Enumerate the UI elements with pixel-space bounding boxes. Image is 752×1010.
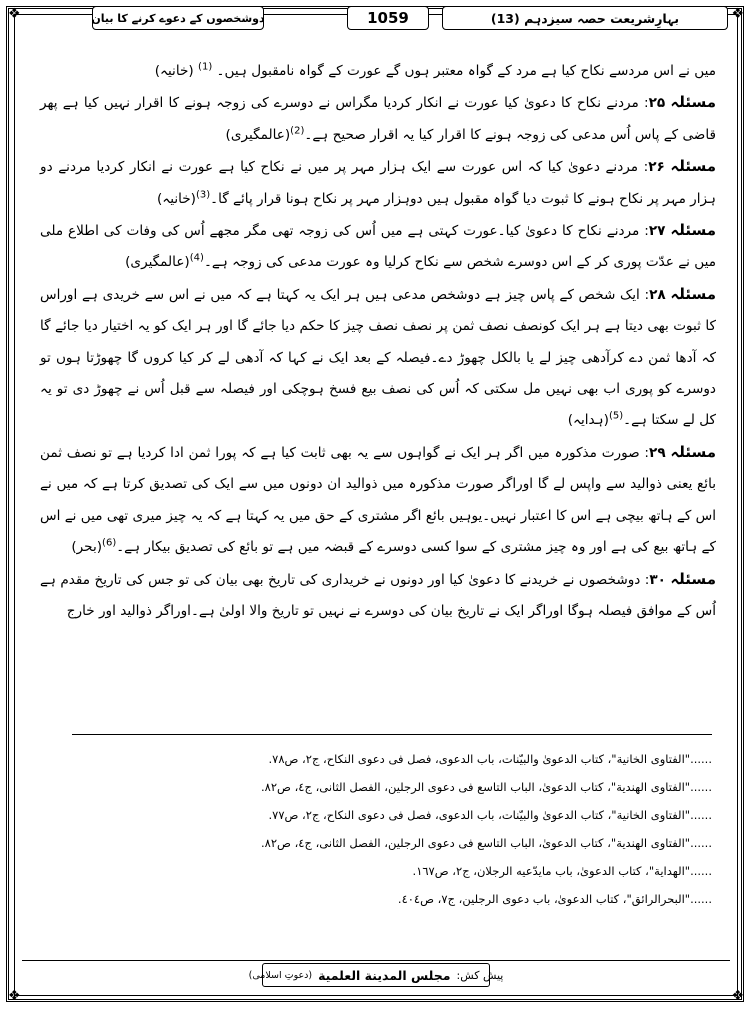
masail-list	[40, 87, 716, 627]
footnote-dots: ......	[690, 780, 712, 794]
masala-paragraph: مسئلہ ۲۷: مردنے نکاح کا دعویٰ کیا۔عورت کہتی ہے میں اُس کی زوجہ تھی مگر مجھے اُس کی وفات کی اطلاع ملی میں نے عدّت پوری کر کے اس دوسرے شخص سے نکاح کرلیا وہ عورت مدعی کی زوجہ ہے۔$^{(4)}$(عالمگیری)	[40, 221, 717, 271]
paragraph-text: دوشخصوں نے خریدنے کا دعویٰ کیا اور دونوں نے خریداری کی تاریخ بھی بیان کی تو جس کی تاریخ مقدم ہے اُس کے موافق فیصلہ ہوگا اوراگر ایک نے تاریخ بیان کی دوسرے نے نہیں تو تاریخ والا اولیٰ ہے۔اوراگر ذوالید اور خارج	[40, 571, 716, 619]
paragraph-text: مردنے نکاح کا دعویٰ کیا عورت نے انکار کردیا مگراس نے دوسرے کی زوجہ ہونے کا اقرار نہیں کیا ہے پھر قاضی کے پاس اُس مدعی کی زوجہ ہونے کا اقرار کیا یہ اقرار صحیح ہے۔	[40, 95, 716, 143]
corner-ornament-icon: ❖	[8, 6, 21, 22]
footnote-ref: (5)	[608, 410, 624, 422]
footnote-dots: ......	[690, 836, 712, 850]
masala-number: ۲۸	[649, 286, 666, 303]
masala-number: ۳۰	[649, 571, 666, 588]
masala-number: ۲۹	[649, 444, 666, 461]
footnotes	[72, 734, 712, 913]
masala-label: مسئلہ	[670, 221, 717, 240]
footnote-ref: (3)	[195, 189, 211, 201]
footnote-dots: ......	[690, 752, 712, 766]
source-citation: (عالمگیری)	[225, 126, 291, 143]
footnote-item	[72, 801, 712, 829]
footnote-text: "البحرالرائق"، کتاب الدعویٰ، باب دعوی الرجلین، ج۷، ص٤۰٤.	[397, 892, 691, 906]
masala-paragraph: مسئلہ ۲۸: ایک شخص کے پاس چیز ہے دوشخص مدعی ہیں ہر ایک یہ کہتا ہے کہ میں نے اس سے خریدی ہے اوراس کا ثبوت بھی دیتا ہے ہر ایک کونصف نصف ثمن پر نصف نصف چیز کا حکم دیا جائے گا اور ہر ایک کو یہ اختیار دیا جائے گا کہ آدھا ثمن دے کرآدھی چیز لے یا بالکل چھوڑ دے۔فیصلہ کے بعد ایک نے کہا کہ آدھی لے کر کیا کروں گا چھوڑتا ہوں تو دوسرے کو پوری اب بھی نہیں مل سکتی کہ اُس کی نصف بیع فسخ ہوچکی اور فیصلہ سے قبل اُس نے چھوڑ دی تو یہ کل لے سکتا ہے۔$^{(5)}$(ہدایہ)	[40, 284, 717, 429]
publisher-name: مجلس المدينة العلمية	[318, 967, 451, 983]
masala-paragraph: مسئلہ ۲۶: مردنے دعویٰ کیا کہ اس عورت سے ایک ہزار مہر پر میں نے نکاح کیا ہے عورت نے انکار کردیا مردنے دو ہزار مہر پر نکاح ہونے کا ثبوت دیا گواہ مقبول ہیں دوہزار مہر پر نکاح ہونا قرار پائے گا۔$^{(3)}$(خانیہ)	[40, 157, 716, 207]
masala-label: مسئلہ	[670, 569, 716, 588]
masala-number: ۲۶	[648, 159, 665, 176]
footnote-text: "الفتاوی الخانیة"، کتاب الدعویٰ والبیّنات، باب الدعوی، فصل فی دعوی النکاح، ج۲، ص۷۸.	[268, 752, 691, 766]
publisher-subtitle: (دعوتِ اسلامی)	[248, 969, 313, 981]
masala-label: مسئلہ	[670, 442, 716, 461]
footnote-ref: (6)	[102, 537, 117, 549]
footnote-item	[72, 773, 712, 801]
paragraph-text: میں نے اس مردسے نکاح کیا ہے مرد کے گواہ معتبر ہوں گے عورت کے گواہ نامقبول ہیں۔	[216, 63, 716, 79]
book-title: بہارِشریعت حصہ سیزدہم (13)	[442, 6, 728, 30]
source-citation: (بحر)	[71, 539, 103, 556]
footnote-text: "الفتاوی الهندیة"، کتاب الدعویٰ، الباب التاسع فی دعوی الرجلین، الفصل الثانی، ج٤، ص۸۲.	[261, 780, 691, 794]
masala-paragraph: مسئلہ ۲۹: صورت مذکورہ میں اگر ہر ایک نے گواہوں سے یہ بھی ثابت کیا ہے کہ پورا ثمن ادا کردیا ہے تو نصف ثمن بائع یعنی ذوالید سے واپس لے گا اوراگر صورت مذکورہ میں ذوالید ان دونوں میں سے ایک کی تصدیق کرتا ہے کہ میں نے اس کے ہاتھ بیچی ہے اس کا اعتبار نہیں۔یوہیں بائع اگر مشتری کے حق میں یہ کہتا ہے کہ یہ چیز میری تھی میں نے اس کے ہاتھ بیع کی ہے اور وہ چیز مشتری کے سوا کسی دوسرے کے قبضہ میں ہے تو بائع کی تصدیق بیکار ہے۔$^{(6)}$(بحر)	[40, 442, 716, 556]
footnote-item	[72, 745, 712, 773]
masala-label: مسئلہ	[670, 157, 716, 176]
footnote-text: "الفتاوی الهندیة"، کتاب الدعویٰ، الباب التاسع فی دعوی الرجلین، الفصل الثانی، ج٤، ص۸۲.	[261, 836, 691, 850]
footnote-item	[72, 857, 712, 885]
footnote-dots: ......	[690, 864, 712, 878]
footnote-ref: (4)	[189, 252, 204, 264]
footnote-dots: ......	[690, 892, 712, 906]
masala-number: ۲۵	[648, 95, 666, 112]
source-citation: (عالمگیری)	[125, 254, 190, 271]
footnote-ref: (1)	[198, 61, 213, 73]
footer-divider	[22, 960, 730, 961]
masala-paragraph: مسئلہ ۲۵: مردنے نکاح کا دعویٰ کیا عورت نے انکار کردیا مگراس نے دوسرے کی زوجہ ہونے کا اقرار نہیں کیا ہے پھر قاضی کے پاس اُس مدعی کی زوجہ ہونے کا اقرار کیا یہ اقرار صحیح ہے۔$^{(2)}$(عالمگیری)	[40, 93, 716, 143]
paragraph-text: ایک شخص کے پاس چیز ہے دوشخص مدعی ہیں ہر ایک یہ کہتا ہے کہ میں نے اس سے خریدی ہے اوراس کا ثبوت بھی دیتا ہے ہر ایک کونصف نصف ثمن پر نصف نصف چیز کا حکم دیا جائے گا اور ہر ایک کو یہ اختیار دیا جائے گا کہ آدھا ثمن دے کرآدھی چیز لے یا بالکل چھوڑ دے۔فیصلہ کے بعد ایک نے کہا کہ آدھی لے کر کیا کروں گا چھوڑتا ہوں تو دوسرے کو پوری اب بھی نہیں مل سکتی کہ اُس کی نصف بیع فسخ ہوچکی اور فیصلہ سے قبل اُس نے چھوڑ دی تو یہ کل لے سکتا ہے۔	[40, 286, 716, 429]
footnote-text: "الفتاوی الخانیة"، کتاب الدعویٰ والبیّنات، باب الدعوی، فصل فی دعوی النکاح، ج۲، ص۷۷.	[268, 808, 691, 822]
masala-label: مسئلہ	[670, 93, 716, 112]
paragraph-text: صورت مذکورہ میں اگر ہر ایک نے گواہوں سے یہ بھی ثابت کیا ہے کہ پورا ثمن ادا کردیا ہے تو نصف ثمن بائع یعنی ذوالید سے واپس لے گا اوراگر صورت مذکورہ میں ذوالید ان دونوں میں سے ایک کی تصدیق کرتا ہے کہ میں نے اس کے ہاتھ بیچی ہے اس کا اعتبار نہیں۔یوہیں بائع اگر مشتری کے حق میں یہ کہتا ہے کہ یہ چیز میری تھی میں نے اس کے ہاتھ بیع کی ہے اور وہ چیز مشتری کے سوا کسی دوسرے کے قبضہ میں ہے تو بائع کی تصدیق بیکار ہے۔	[40, 444, 716, 556]
footnote-item	[72, 885, 712, 913]
source-citation: (خانیہ)	[154, 63, 194, 79]
footnote-ref: (2)	[290, 125, 305, 137]
intro-paragraph	[40, 56, 716, 87]
paragraph-text: مردنے نکاح کا دعویٰ کیا۔عورت کہتی ہے میں اُس کی زوجہ تھی مگر مجھے اُس کی وفات کی اطلاع ملی میں نے عدّت پوری کر کے اس دوسرے شخص سے نکاح کرلیا وہ عورت مدعی کی زوجہ ہے۔	[40, 223, 716, 271]
footer-prefix: پیش کش:	[456, 968, 504, 982]
page-header	[22, 4, 730, 34]
footer	[248, 963, 504, 987]
section-title: دوشخصوں کے دعوے کرنے کا بیان	[92, 6, 264, 30]
footnote-item	[72, 829, 712, 857]
page-number: 1059	[347, 6, 429, 30]
masala-label: مسئلہ	[670, 284, 717, 303]
main-text	[40, 56, 716, 627]
corner-ornament-icon: ❖	[731, 6, 744, 22]
paragraph-text: مردنے دعویٰ کیا کہ اس عورت سے ایک ہزار مہر پر میں نے نکاح کیا ہے عورت نے انکار کردیا مردنے دو ہزار مہر پر نکاح ہونے کا ثبوت دیا گواہ مقبول ہیں دوہزار مہر پر نکاح ہونا قرار پائے گا۔	[40, 159, 716, 207]
masala-paragraph: مسئلہ ۳۰: دوشخصوں نے خریدنے کا دعویٰ کیا اور دونوں نے خریداری کی تاریخ بھی بیان کی تو جس کی تاریخ مقدم ہے اُس کے موافق فیصلہ ہوگا اوراگر ایک نے تاریخ بیان کی دوسرے نے نہیں تو تاریخ والا اولیٰ ہے۔اوراگر ذوالید اور خارج	[40, 569, 716, 619]
footnote-text: "الهدایة"، کتاب الدعویٰ، باب مایدّعیه الرجلان، ج۲، ص۱٦۷.	[412, 864, 691, 878]
source-citation: (ہدایہ)	[567, 412, 609, 429]
corner-ornament-icon: ❖	[731, 988, 744, 1004]
masala-number: ۲۷	[648, 223, 666, 240]
source-citation: (خانیہ)	[156, 190, 196, 207]
corner-ornament-icon: ❖	[8, 988, 21, 1004]
footnote-dots: ......	[690, 808, 712, 822]
